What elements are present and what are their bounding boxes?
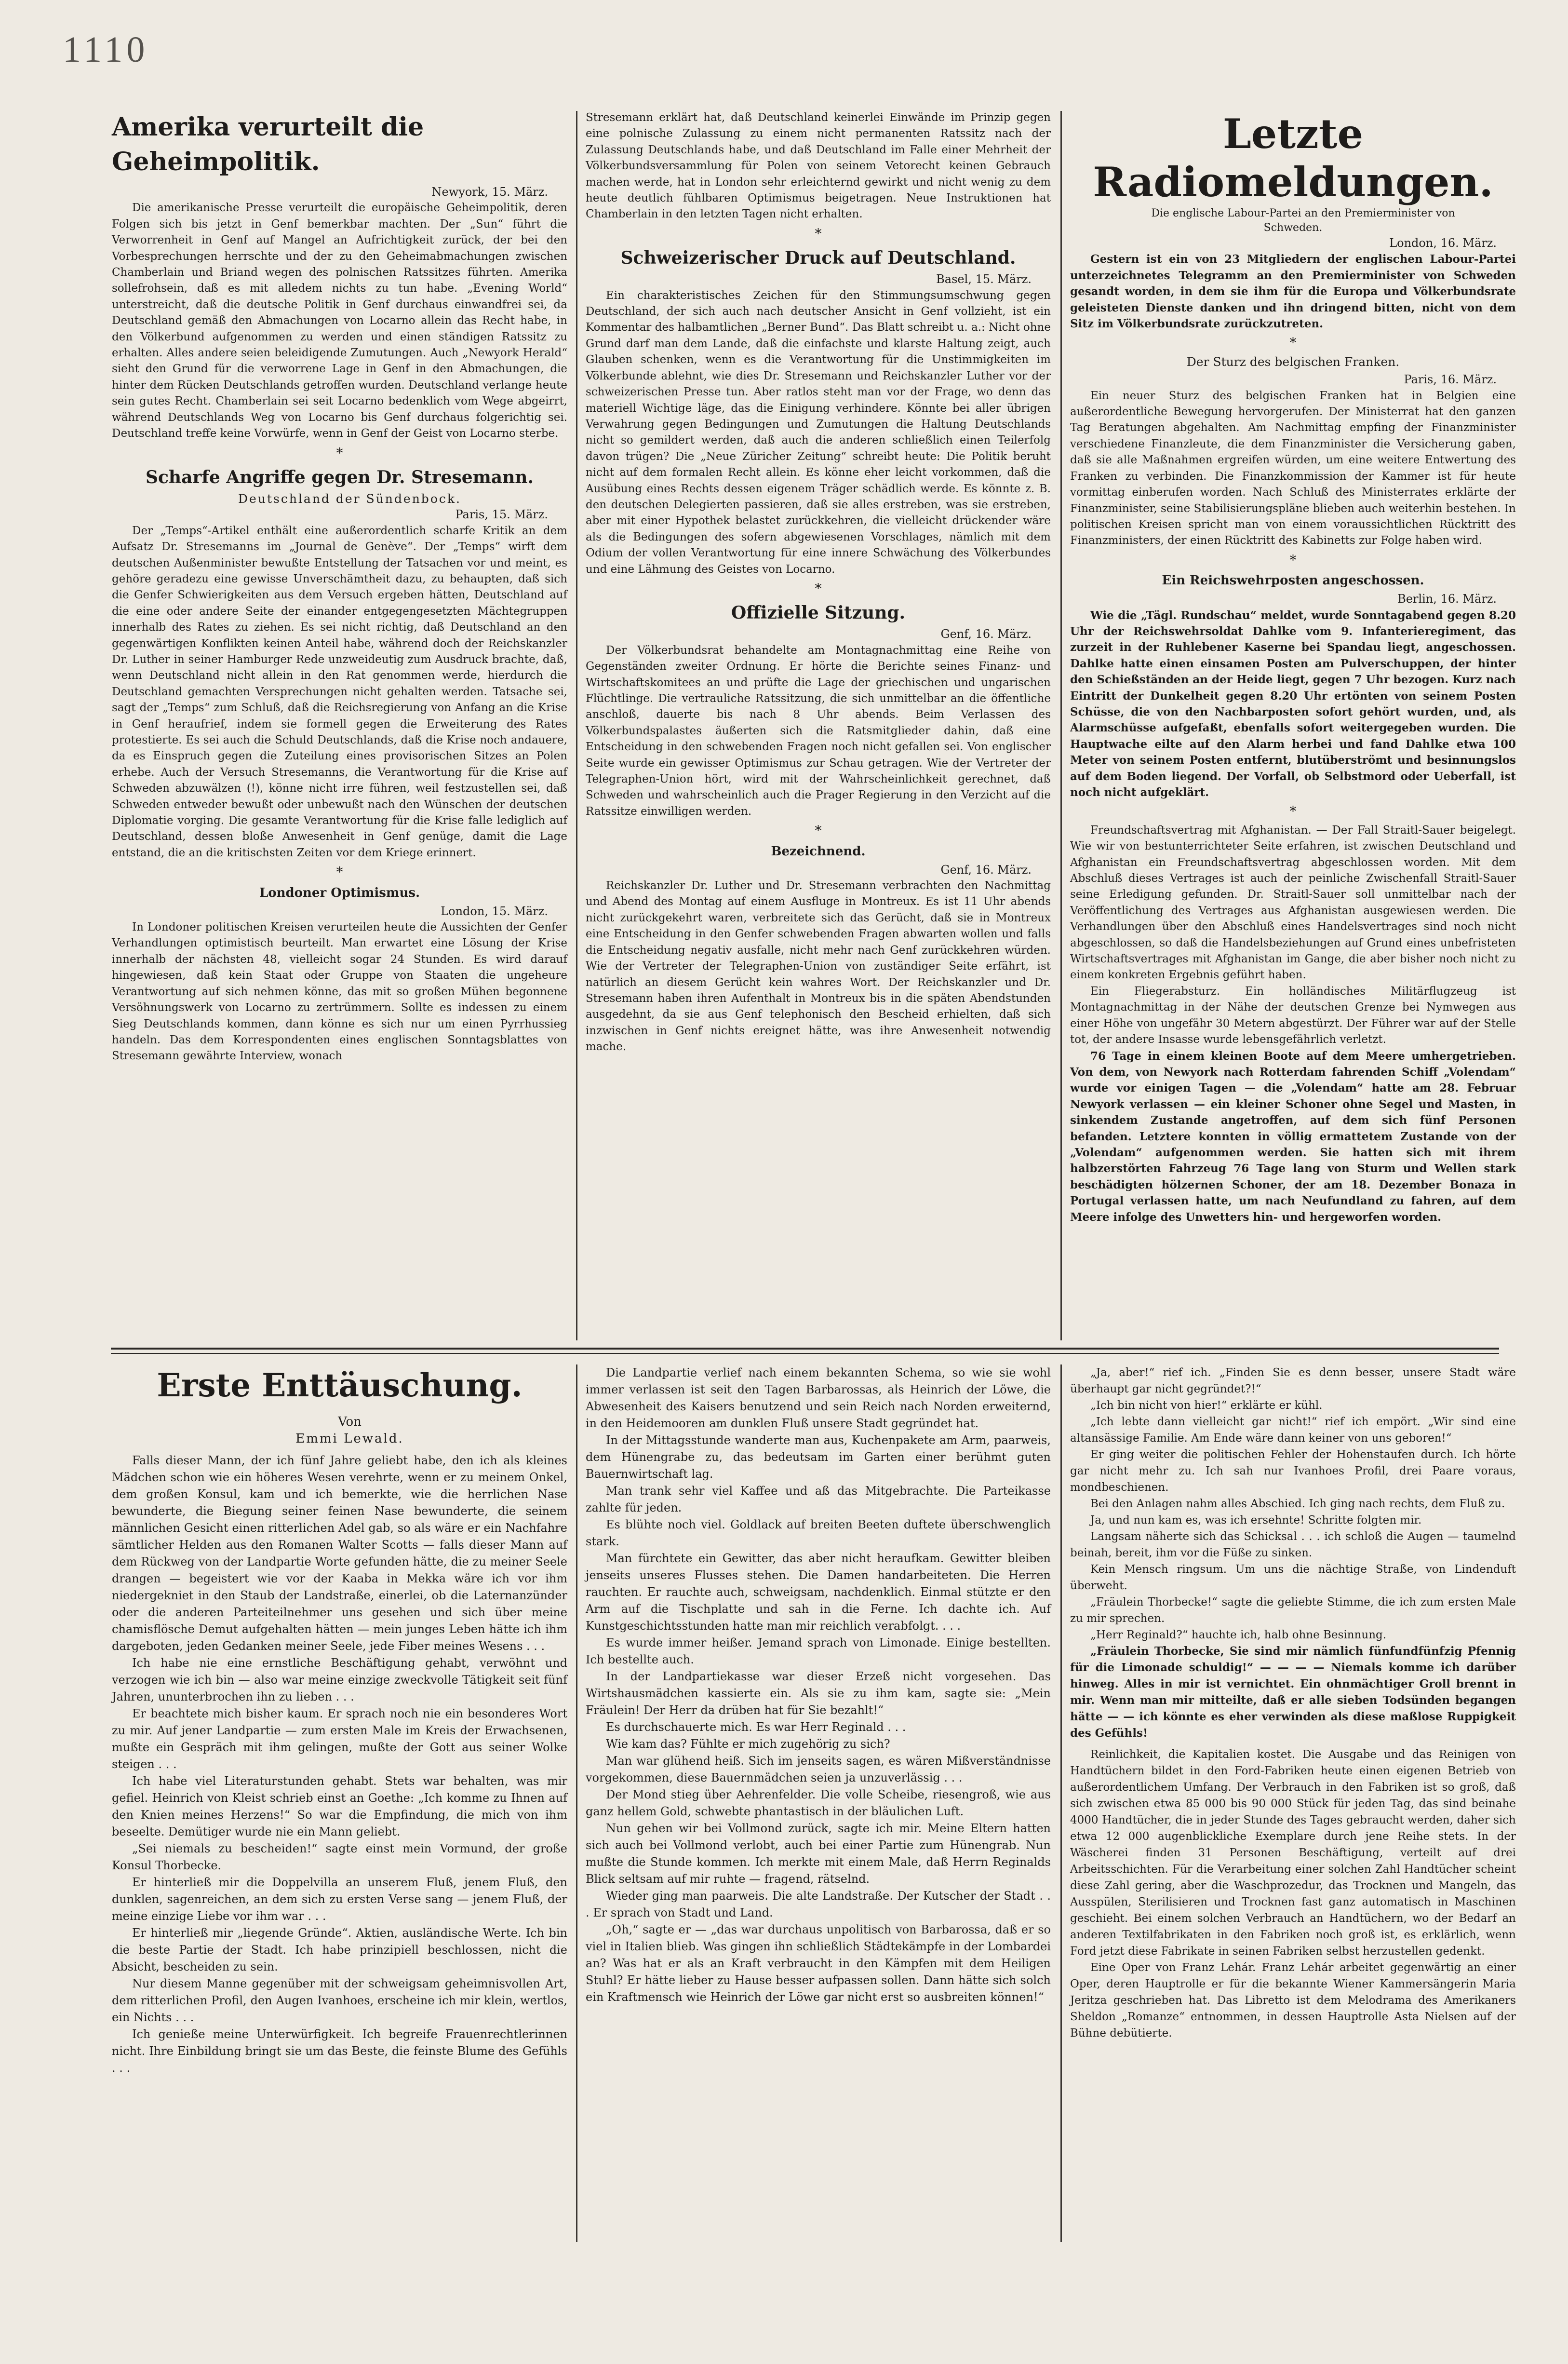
news-item-boot: 76 Tage in einem kleinen Boote auf dem Meere umhergetrieben. Von dem, von Newyork nach Rotterdam fahrenden Schiff „Volendam“ wurde vor einigen Tagen — die „Volendam“ hatte am 28. Februar Newyork verlassen — ein kleiner Schoner ohne Segel und Masten, in sinkendem Zustande angetroffen, auf dem sich fünf Personen befanden. Letztere konnten in völlig ermattetem Zustande von der „Volendam“ aufgenommen werden. Sie hatten sich mit ihrem halbzerstörten Fahrzeug 76 Tage lang von Sturm und Wellen stark beschädigten hölzernen Schoner, der am 18. Dezember Bonaza in Portugal verlassen hatte, um nach Neufundland zu fahren, auf dem Meere infolge des Unwetters hin- und hergeworfen worden. (1070, 1049, 1516, 1224)
news-item-lehar: Eine Oper von Franz Lehár. Franz Lehár arbeitet gegenwärtig an einer Oper, deren Hauptrolle er für die bekannte Wiener Kammersängerin Maria Jeritza geschrieben hat. Das Libretto ist dem Melodrama des Amerikaners Sheldon „Romanze“ entnommen, in dessen Hauptrolle Asta Nielsen auf der Bühne debütierte. (1070, 1961, 1516, 2040)
story-paragraph: Man fürchtete ein Gewitter, das aber nicht heraufkam. Gewitter bleiben jenseits unseres Flusses stehen. Die Damen handarbeiteten. Die Herren rauchten. Er rauchte auch, schweigsam, nachdenklich. Einmal stützte er den Arm auf die Tischplatte und sah in die Ferne. Ich dachte ich. Auf Kunstgeschichtsstunden hatte man mir reichlich verabfolgt. . . . (586, 1552, 1051, 1633)
column-rule (576, 1364, 577, 2242)
story-paragraph: Man trank sehr viel Kaffee und aß das Mitgebrachte. Die Parteikasse zahlte für jeden. (586, 1484, 1051, 1514)
column-2 (586, 110, 1051, 1055)
headline-reichswehr: Ein Reichswehrposten angeschossen. (1162, 573, 1424, 588)
news-item-flieger: Ein Fliegerabsturz. Ein holländisches Militärflugzeug ist Montagnachmittag in der Nähe der deutschen Grenze bei Nymwegen aus einer Höhe von ungefähr 30 Metern abgestürzt. Der Führer war auf der Stelle tot, der andere Insasse wurde lebensgefährlich verletzt. (1070, 985, 1516, 1046)
story-paragraph: „Ich lebte dann vielleicht gar nicht!“ rief ich empört. „Wir sind eine altansässige Familie. Am Ende wäre dann keiner von uns geboren!“ (1070, 1416, 1516, 1445)
story-paragraph: „Oh,“ sagte er — „das war durchaus unpolitisch von Barbarossa, daß er so viel in Italien blieb. Was gingen ihn schließlich Städtekämpfe in der Lombardei an? Was hat er als an Kraft verbraucht in den Kämpfen mit dem Heiligen Stuhl? Er hätte lieber zu Hause besser aufpassen sollen. Dann hätte sich solch ein Kraftmensch wie Heinrich der Löwe gar nicht erst so ausbreiten können!“ (586, 1923, 1051, 2004)
news-item-afghanistan: Freundschaftsvertrag mit Afghanistan. — Der Fall Straitl-Sauer beigelegt. Wie wir von bestunterrichteter Seite erfahren, ist zwischen Deutschland und Afghanistan ein Freundschaftsvertrag abgeschlossen worden. Mit dem Abschluß dieses Vertrages ist auch der peinliche Zwischenfall Straitl-Sauer seine Erledigung gefunden. Dr. Straitl-Sauer soll unmittelbar nach der Veröffentlichung des Vertrages aus Afghanistan ausgewiesen werden. Die Verhandlungen über den Abschluß eines Handelsvertrages sind noch nicht abgeschlossen, so daß die Handelsbeziehungen auf Grund eines unbefristeten Wirtschaftsvertrages mit Afghanistan im Gange, die aber bisher noch nicht zu einem konkreten Ergebnis geführt haben. (1070, 824, 1516, 982)
story-paragraph: Ich habe nie eine ernstliche Beschäftigung gehabt, verwöhnt und verzogen wie ich bin — also war meine einzige zweckvolle Tätigkeit seit fünf Jahren, ununterbrochen ihn zu lieben . . . (112, 1656, 567, 1703)
article-paragraph: Ein neuer Sturz des belgischen Franken hat in Belgien eine außerordentliche Bewegung hervorgerufen. Der Ministerrat hat den ganzen Tag Beratungen abgehalten. Am Nachmittag empfing der Finanzminister verschiedene Finanzleute, die dem Finanzminister die Versicherung gaben, daß sie alle Maßnahmen ergreifen würden, um eine weitere Entwertung des Franken zu verbinden. Die Finanzkommission der Kammer ist für heute vormittag einberufen worden. Nach Schluß des Ministerrates erklärte der Finanzminister, seine Stabilisierungspläne blieben auch weiterhin bestehen. In politischen Kreisen spricht man von einem voraussichtlichen Rücktritt des Finanzministers, der einen Rücktritt des Kabinetts zur Folge haben wird. (1070, 389, 1516, 547)
subheadline: Die englische Labour-Partei an den Premierminister von Schweden. (1151, 207, 1455, 234)
news-item-ford: Reinlichkeit, die Kapitalien kostet. Die Ausgabe und das Reinigen von Handtüchern bildet in den Ford-Fabriken heute einen eigenen Betrieb von außerordentlichem Umfang. Der Verbrauch in den Fabriken ist so groß, daß sich zwischen etwa 85 000 bis 90 000 Stück für jeden Tag, das sind beinahe 4000 Handtücher, die in jeder Stunde des Tages gebraucht werden, daher sich etwa 12 000 augenblickliche Exemplare durch jene Reihe stets. In der Wäscherei finden 31 Personen Beschäftigung, verteilt auf drei Arbeitsschichten. Für die Verarbeitung einer solchen Zahl Handtücher scheint diese Zahl gering, aber die Waschprozedur, das Trocknen und Mangeln, das Ausspülen, Sterilisieren und Trocknen fast ganz automatisch in Maschinen geschieht. Bei einem solchen Verbrauch an Handtüchern, wo der Bedarf an anderen Textilfabrikaten in den Fabriken noch groß ist, es erklärlich, wenn Ford jetzt diese Fabrikate in seinen Fabriken selbst herzustellen gedenkt. (1070, 1748, 1516, 1958)
asterisk-divider: * (336, 445, 343, 461)
story-paragraph: Nun gehen wir bei Vollmond zurück, sagte ich mir. Meine Eltern hatten sich auch bei Vollmond verlobt, auch bei einer Partie zum Hünengrab. Nun mußte die Stunde kommen. Ich merkte mit einem Male, daß Herrn Reginalds Blick seltsam auf mir ruhte — fragend, rätselnd. (586, 1822, 1051, 1886)
story-paragraph: „Fräulein Thorbecke, Sie sind mir nämlich fünfundfünfzig Pfennig für die Limonade schuldig!“ — — — — Niemals komme ich darüber hinweg. Alles in mir ist vernichtet. Ein ohnmächtiger Groll brennt in mir. Wenn man mir mitteilte, daß er alle sieben Todsünden begangen hätte — — ich könnte es eher verwinden als diese maßlose Ruppigkeit des Gefühls! (1070, 1645, 1516, 1740)
headline-amerika: Amerika verurteilt die Geheimpolitik. (112, 112, 424, 176)
headline-radiomeldungen: Letzte Radiomeldungen. (1093, 110, 1493, 206)
section-divider (111, 1348, 1499, 1350)
story-author: Emmi Lewald. (295, 1432, 404, 1446)
story-paragraph: In der Landpartiekasse war dieser Erzeß nicht vorgesehen. Das Wirtshausmädchen kassierte ein. Als sie zu ihm kam, sagte sie: „Mein Fräulein! Der Herr da drüben hat für Sie bezahlt!“ (586, 1670, 1051, 1717)
dateline: Genf, 16. März. (940, 627, 1032, 641)
article-paragraph: In Londoner politischen Kreisen verurteilen heute die Aussichten der Genfer Verhandlungen optimistisch beurteilt. Man erwartet eine Lösung der Krise innerhalb der nächsten 48, vielleicht sogar 24 Stunden. Es wird darauf hingewiesen, daß kein Staat oder Gruppe von Staaten die ungeheure Verantwortung auf sich nehmen könne, das mit so großen Mühen begonnene Versöhnungswerk von Locarno zu zertrümmern. Sollte es indessen zu einem Sieg Deutschlands kommen, dann könne es sich nur um einen Pyrrhussieg handeln. Das dem Korrespondenten eines englischen Sonntagsblattes von Stresemann gewährte Interview, wonach (112, 921, 567, 1063)
column-1 (112, 110, 567, 1065)
article-paragraph: Stresemann erklärt hat, daß Deutschland keinerlei Einwände im Prinzip gegen eine polnische Zulassung zu einem nicht permanenten Ratssitz nach der Zulassung Deutschlands habe, und daß Deutschland im Falle einer Mehrheit der Völkerbundsversammlung für Polen von seinem Vetorecht keinen Gebrauch machen werde, hat in London sehr erleichternd gewirkt und nicht wenig zu dem heute deutlich fühlbaren Optimismus beigetragen. Neue Instruktionen hat Chamberlain in den letzten Tagen nicht erhalten. (586, 111, 1051, 221)
dateline: Basel, 15. März. (936, 272, 1032, 286)
headline-franken: Der Sturz des belgischen Franken. (1186, 354, 1400, 369)
story-paragraph: Falls dieser Mann, der ich fünf Jahre geliebt habe, den ich als kleines Mädchen schon wie ein höheres Wesen verehrte, wenn er zu meinem Onkel, dem großen Konsul, kam und ich bemerkte, wie die herrlichen Nase bewunderte, die Biegung seiner feinen Nase bewunderte, die seinem männlichen Gesicht einen ritterlichen Adel gab, so als wäre er ein Nachfahre sämtlicher Helden aus den Romanen Walter Scotts — falls dieser Mann auf dem Rückweg von der Landpartie Worte gefunden hätte, die zu meiner Seele drangen — begeistert wie vor der Kaaba in Mekka wäre ich vor ihm niedergekniet in den Staub der Landstraße, einerlei, ob die Laternanzünder oder die anderen Parteiteilnehmer uns gesehen und sich über meine chamisflösche Demut aufgehalten hätten — mein junges Leben hätte ich ihm dargeboten, jeden Gedanken meiner Seele, jede Fiber meines Wesens . . . (112, 1454, 567, 1653)
story-paragraph: Er beachtete mich bisher kaum. Er sprach noch nie ein besonderes Wort zu mir. Auf jener Landpartie — zum ersten Male im Kreis der Erwachsenen, mußte ein Gespräch mit ihm gelingen, mußte der Gott aus seiner Wolke steigen . . . (112, 1707, 567, 1771)
story-paragraph: Die Landpartie verlief nach einem bekannten Schema, so wie sie wohl immer verlassen ist seit den Tagen Barbarossas, als Heinrich der Löwe, die Abwesenheit des Kaisers benutzend und sein Reich nach Norden erweiternd, in den Heidemooren am dunklen Fluß unsere Stadt gegründet hat. (586, 1366, 1051, 1430)
headline-stresemann: Scharfe Angriffe gegen Dr. Stresemann. (146, 467, 534, 487)
page-number: 1110 (63, 29, 149, 70)
article-paragraph: Gestern ist ein von 23 Mitgliedern der englischen Labour-Partei unterzeichnetes Telegramm an den Premierminister von Schweden gesandt worden, in dem sie ihm für die Europa und Völkerbundsrate geleisteten Dienste danken und ihn dringend bitten, nicht von dem Sitz im Völkerbundsrate zurückzutreten. (1070, 253, 1516, 331)
article-paragraph: Der „Temps“-Artikel enthält eine außerordentlich scharfe Kritik an dem Aufsatz Dr. Stresemanns im „Journal de Genève“. Der „Temps“ wirft dem deutschen Außenminister bewußte Entstellung der Tatsachen vor und meint, es gehöre geradezu eine gewisse Unverschämtheit dazu, zu behaupten, daß sich die Genfer Schwierigkeiten aus dem Versuch ergeben hätten, Deutschland auf die eine oder andere Seite der einander entgegengesetzten Mächtegruppen innerhalb des Rates zu ziehen. Es sei nicht richtig, daß Deutschland an den gegenwärtigen Konflikten keinen Anteil habe, während doch der Reichskanzler Dr. Luther in seiner Hamburger Rede unzweideutig zum Ausdruck brachte, daß, wenn Deutschland nicht allein in den Rat genommen werde, hierdurch die Deutschland gemachten Versprechungen nicht gehalten werden. Tatsache sei, sagt der „Temps“ zum Schluß, daß die Reichsregierung von Anfang an die Krise in Genf heraufrief, indem sie formell gegen die Erweiterung des Rates protestierte. Es sei auch die Schuld Deutschlands, daß die Krise noch andauere, da es Einspruch gegen die Zuteilung eines provisorischen Sitzes an Polen erhebe. Auch der Versuch Stresemanns, die Verantwortung für die Krise auf Schweden abzuwälzen (!), könne nicht irre führen, weil festzustellen sei, daß Schweden entweder bewußt oder unbewußt nach den Wünschen der deutschen Diplomatie vorging. Die gesamte Verantwortung für die Krise falle lediglich auf Deutschland, dessen bloße Anwesenheit in Genf genüge, damit die Lage entstand, die an die kritischsten Zeiten vor dem Kriege erinnert. (112, 524, 567, 859)
story-paragraph: Ich genieße meine Unterwürfigkeit. Ich begreife Frauenrechtlerinnen nicht. Ihre Einbildung bringt sie um das Beste, die feinste Blume des Gefühls . . . (112, 2027, 567, 2075)
subheadline: Deutschland der Sündenbock. (238, 491, 461, 506)
story-paragraph: Kein Mensch ringsum. Um uns die nächtige Straße, von Lindenduft überweht. (1070, 1563, 1516, 1592)
story-column-2 (586, 1364, 1051, 2006)
story-paragraph: Man war glühend heiß. Sich im jenseits sagen, es wären Mißverständnisse vorgekommen, diese Bauernmädchen seien ja unzuverlässig . . . (586, 1754, 1051, 1784)
story-paragraph: Nur diesem Manne gegenüber mit der schweigsam geheimnisvollen Art, dem ritterlichen Profil, den Augen Ivanhoes, erscheine ich mir klein, wertlos, ein Nichts . . . (112, 1977, 567, 2024)
story-column-3 (1070, 1364, 1516, 2041)
asterisk-divider: * (1289, 552, 1297, 568)
asterisk-divider: * (815, 225, 822, 242)
story-paragraph: „Ich bin nicht von hier!“ erklärte er kühl. (1090, 1399, 1323, 1412)
story-paragraph: Langsam näherte sich das Schicksal . . . ich schloß die Augen — taumelnd beinah, bereit, ihm vor die Füße zu sinken. (1070, 1530, 1516, 1559)
dateline: London, 15. März. (441, 904, 548, 918)
article-paragraph: Die amerikanische Presse verurteilt die europäische Geheimpolitik, deren Folgen sich bis jetzt in Genf bemerkbar machten. Der „Sun“ führt die Verworrenheit in Genf auf Mangel an Aufrichtigkeit zurück, der bei den Vorbesprechungen herrschte und der zu den Geheimabmachungen zwischen Chamberlain und Briand wegen des polnischen Ratssitzes führten. Amerika sollefrohsein, daß es mit alledem nichts zu tun habe. „Evening World“ unterstreicht, daß die deutsche Politik in Genf durchaus einwandfrei sei, da Deutschland gemäß den Abmachungen von Locarno allein das Recht habe, in den Völkerbund aufgenommen zu werden und einen ständigen Ratssitz zu erhalten. Alles andere seien beleidigende Zumutungen. Auch „Newyork Herald“ sieht den Grund für die verworrene Lage in Genf in den Abmachungen, die hinter dem Rücken Deutschlands getroffen wurden. Deutschland verlange heute sein gutes Recht. Chamberlain sei seit Locarno bedenklich vom Wege abgeirrt, während Deutschlands Weg von Locarno bis Genf durchaus folgerichtig sei. Deutschland treffe keine Vorwürfe, wenn in Genf der Geist von Locarno sterbe. (112, 202, 567, 440)
article-paragraph: Reichskanzler Dr. Luther und Dr. Stresemann verbrachten den Nachmittag und Abend des Montag auf einem Ausfluge in Montreux. Es ist 11 Uhr abends nicht zurückgekehrt waren, verbreitete sich das Gerücht, daß sie in Montreux eine Entscheidung in den Genfer schwebenden Fragen abwarten wollen und falls die Entscheidung negativ ausfalle, nicht mehr nach Genf zurückkehren würden. Wie der Vertreter der Telegraphen-Union von zuständiger Seite erfährt, ist natürlich an diesem Gerücht kein wahres Wort. Der Reichskanzler und Dr. Stresemann haben ihren Aufenthalt in Montreux bis in die späten Abendstunden ausgedehnt, da sie aus Genf telephonisch den Bescheid erhielten, daß sich inzwischen in Genf nichts ereignet hätte, was ihre Anwesenheit notwendig mache. (586, 879, 1051, 1054)
story-paragraph: Der Mond stieg über Aehrenfelder. Die volle Scheibe, riesengroß, wie aus ganz hellem Gold, schwebte phantastisch in der bläulichen Luft. (586, 1788, 1051, 1818)
column-3 (1070, 110, 1516, 1225)
story-paragraph: Wie kam das? Fühlte er mich zugehörig zu sich? (606, 1737, 890, 1751)
dateline: Newyork, 15. März. (431, 185, 548, 199)
dateline: Paris, 16. März. (1404, 373, 1497, 387)
headline-sitzung: Offizielle Sitzung. (731, 603, 906, 623)
article-paragraph: Wie die „Tägl. Rundschau“ meldet, wurde Sonntagabend gegen 8.20 Uhr der Reichswehrsoldat Dahlke vom 9. Infanterieregiment, das zurzeit in der Ruhlebener Kaserne bei Spandau liegt, angeschossen. Dahlke hatte einen einsamen Posten am Pulverschuppen, der hinter den Schießständen an der Heide liegt, gegen 7 Uhr bezogen. Kurz nach Eintritt der Dunkelheit gegen 8.20 Uhr ertönten von seinem Posten Schüsse, die von den Nachbarposten sofort gehört wurden, und, als Alarmschüsse aufgefaßt, ebenfalls sofort weitergegeben wurden. Die Hauptwache eilte auf den Alarm herbei und fand Dahlke etwa 100 Meter von seinem Posten entfernt, blutüberströmt und besinnungslos auf dem Boden liegend. Der Vorfall, ob Selbstmord oder Ueberfall, ist noch nicht aufgeklärt. (1070, 608, 1516, 799)
story-paragraph: Er hinterließ mir die Doppelvilla an unserem Fluß, jenem Fluß, den dunklen, sagenreichen, an dem sich zu ersten Verse sang — jenem Fluß, der meine einzige Liebe vor ihm war . . . (112, 1876, 567, 1923)
asterisk-divider: * (815, 823, 822, 839)
article-paragraph: Ein charakteristisches Zeichen für den Stimmungsumschwung gegen Deutschland, der sich auch nach deutscher Ansicht in Genf vollzieht, ist ein Kommentar des halbamtlichen „Berner Bund“. Das Blatt schreibt u. a.: Nicht ohne Grund darf man dem Lande, daß die einfachste und klarste Haltung zeigt, auch Glauben schenken, wenn es die Verantwortung für die Unstimmigkeiten im Völkerbunde ablehnt, wie dies Dr. Stresemann und Reichskanzler Luther vor der schweizerischen Presse tun. Aber ratlos steht man vor der Frage, wo denn das materiell Wichtige läge, das die Einigung verhindere. Könnte bei aller übrigen Verwahrung gegen Bedingungen und Zumutungen die Haltung Deutschlands nicht so gemildert werden, daß auch die anderen schließlich einen Teilerfolg davon trügen? Die „Neue Züricher Zeitung“ schreibt heute: Die Politik beruht nicht auf dem formalen Recht allein. Es könne eher leicht vorkommen, daß die Ausübung eines Rechts dessen eigenem Träger schädlich werde. Es könnte z. B. den deutschen Delegierten passieren, daß sie alles erstreben, was sie erstreben, aber mit einer Hypothek belastet zurückkehren, die vielleicht drückender wäre als die Bedingungen des sofern abgewiesenen Vorschlages, nämlich mit dem Odium der vollen Verantwortung für eine innere Schwächung des Völkerbundes und eine Lähmung des Geistes von Locarno. (586, 289, 1051, 576)
story-paragraph: Bei den Anlagen nahm alles Abschied. Ich ging nach rechts, dem Fluß zu. (1090, 1498, 1505, 1510)
story-paragraph: „Ja, aber!“ rief ich. „Finden Sie es denn besser, unsere Stadt wäre überhaupt gar nicht gegründet?!“ (1070, 1366, 1516, 1395)
story-paragraph: Er hinterließ mir „liegende Gründe“. Aktien, ausländische Werte. Ich bin die beste Partie der Stadt. Ich habe prinzipiell beschlossen, nicht die Absicht, bescheiden zu sein. (112, 1926, 567, 1973)
story-paragraph: Es durchschauerte mich. Es war Herr Reginald . . . (606, 1720, 906, 1734)
asterisk-divider: * (336, 864, 343, 880)
asterisk-divider: * (815, 580, 822, 596)
section-divider-thin (111, 1353, 1499, 1354)
article-paragraph: Der Völkerbundsrat behandelte am Montagnachmittag eine Reihe von Gegenständen zweiter Ordnung. Er hörte die Berichte seines Finanz- und Wirtschaftskomitees an und prüfte die Lage der griechischen und ungarischen Flüchtlinge. Die vertrauliche Ratssitzung, die sich unmittelbar an die öffentliche anschloß, dauerte bis nach 8 Uhr abends. Beim Verlassen des Völkerbundspalastes äußerten sich die Ratsmitglieder dahin, daß eine Entscheidung in den schwebenden Fragen noch nicht gefallen sei. Von englischer Seite wurde ein gewisser Optimismus zur Schau getragen. Wie der Vertreter der Telegraphen-Union hört, wird mit der Wahrscheinlichkeit gerechnet, daß Schweden und wahrscheinlich auch die Prager Regierung in den Verzicht auf die Ratssitze einwilligen werden. (586, 644, 1051, 818)
headline-london: Londoner Optimismus. (259, 885, 420, 900)
dateline: Berlin, 16. März. (1397, 592, 1497, 606)
story-paragraph: „Sei niemals zu bescheiden!“ sagte einst mein Vormund, der große Konsul Thorbecke. (112, 1842, 567, 1872)
story-paragraph: Er ging weiter die politischen Fehler der Hohenstaufen durch. Ich hörte gar nicht mehr zu. Ich sah nur Ivanhoes Profil, drei Paare voraus, mondbeschienen. (1070, 1448, 1516, 1494)
asterisk-divider: * (1289, 803, 1297, 820)
asterisk-divider: * (1289, 335, 1297, 351)
column-rule (1060, 111, 1062, 1340)
story-paragraph: In der Mittagsstunde wanderte man aus, Kuchenpakete am Arm, paarweis, dem Hünengrabe zu, das bedeutsam im Garten einer berühmt guten Bauernwirtschaft lag. (586, 1433, 1051, 1481)
dateline: London, 16. März. (1389, 236, 1497, 250)
story-paragraph: Es wurde immer heißer. Jemand sprach von Limonade. Einige bestellten. Ich bestellte auch. (586, 1636, 1051, 1666)
story-paragraph: Ja, und nun kam es, was ich ersehnte! Schritte folgten mir. (1090, 1514, 1422, 1526)
dateline: Paris, 15. März. (455, 508, 548, 522)
dateline: Genf, 16. März. (940, 863, 1032, 877)
story-paragraph: „Fräulein Thorbecke!“ sagte die geliebte Stimme, die ich zum ersten Male zu mir sprechen. (1070, 1596, 1516, 1625)
story-paragraph: „Herr Reginald?“ hauchte ich, halb ohne Besinnung. (1090, 1629, 1387, 1641)
column-rule (576, 111, 577, 1340)
story-paragraph: Ich habe viel Literaturstunden gehabt. Stets war behalten, was mir gefiel. Heinrich von Kleist schrieb einst an Goethe: „Ich komme zu Ihnen auf den Knien meines Herzens!“ So war die Empfindung, die mich von ihm beseelte. Demütiger wurde nie ein Mann geliebt. (112, 1774, 567, 1838)
story-title: Erste Enttäuschung. (157, 1366, 523, 1404)
headline-bezeichnend: Bezeichnend. (771, 844, 866, 859)
story-paragraph: Es blühte noch viel. Goldlack auf breiten Beeten duftete überschwenglich stark. (586, 1518, 1051, 1548)
story-paragraph: Wieder ging man paarweis. Die alte Landstraße. Der Kutscher der Stadt . . . Er sprach von Stadt und Land. (586, 1889, 1051, 1919)
story-von: Von (338, 1415, 362, 1429)
headline-schweiz: Schweizerischer Druck auf Deutschland. (620, 248, 1016, 269)
story-column-1 (112, 1364, 567, 2077)
column-rule (1060, 1364, 1062, 2242)
